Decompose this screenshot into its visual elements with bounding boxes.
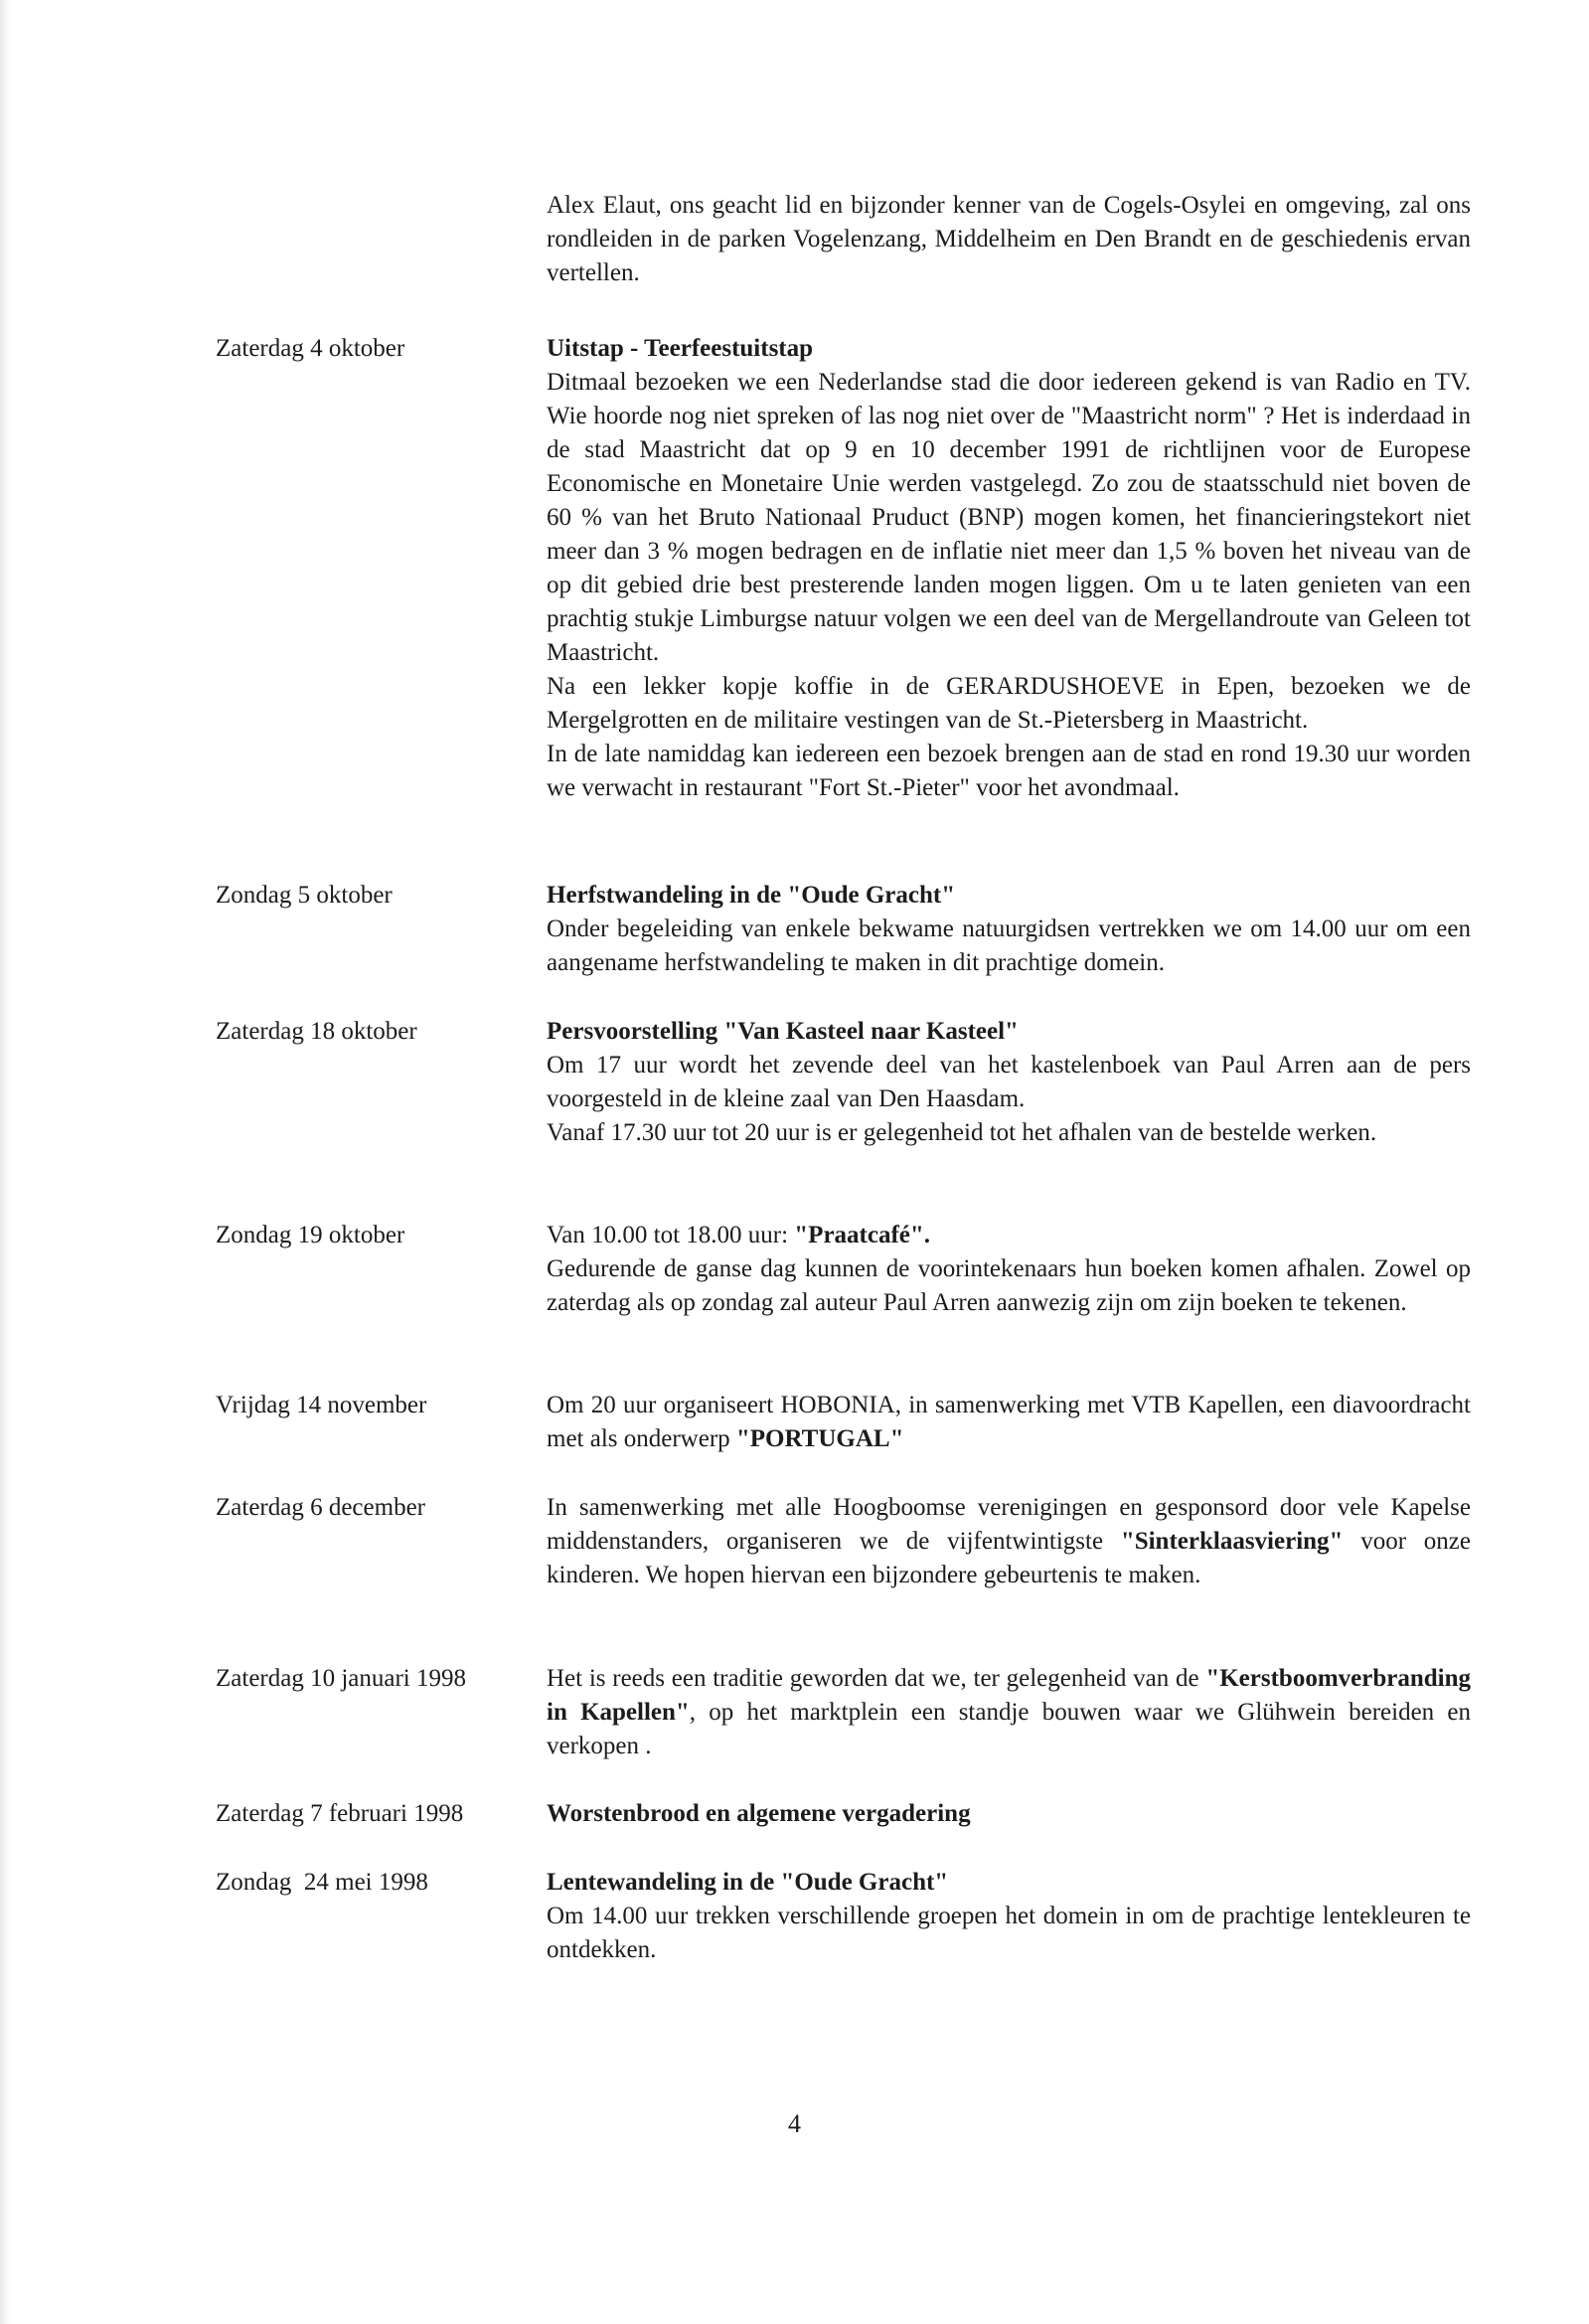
event-lentewandeling (216, 1866, 1471, 1967)
event-diavoordracht (216, 1389, 1471, 1456)
event-title: Herfstwandeling in de "Oude Gracht" (547, 882, 956, 909)
event-content (547, 1491, 1471, 1592)
event-kerstboomverbranding (216, 1662, 1471, 1763)
event-text: Om 20 uur organiseert HOBONIA, in samenwerking met VTB Kapellen, een diavoordracht met als onderwerp "PORTUGAL" (547, 1392, 1471, 1452)
event-date: Zondag 19 oktober (216, 1222, 405, 1248)
event-text: Onder begeleiding van enkele bekwame natuurgidsen vertrekken we om 14.00 uur om een aangename herfstwandeling te maken in dit prachtige domein. (547, 915, 1471, 976)
event-persvoorstelling (216, 1015, 1471, 1150)
event-highlight: "PORTUGAL" (735, 1425, 904, 1452)
event-content (547, 879, 1471, 980)
event-date: Zondag 5 oktober (216, 882, 393, 909)
event-title: Worstenbrood en algemene vergadering (547, 1800, 971, 1827)
event-text: Vanaf 17.30 uur tot 20 uur is er gelegenheid tot het afhalen van de bestelde werken. (547, 1119, 1377, 1146)
event-content (547, 1866, 1471, 1967)
event-content (547, 1015, 1471, 1150)
event-date: Zaterdag 10 januari 1998 (216, 1665, 466, 1692)
event-date: Zaterdag 6 december (216, 1494, 425, 1521)
event-teerfeestuitstap (216, 332, 1471, 805)
event-text: In de late namiddag kan iedereen een bezoek brengen aan de stad en rond 19.30 uur worden we verwacht in restaurant "Fort St.-Pieter" voor het avondmaal. (547, 741, 1471, 801)
page-number: 4 (788, 2109, 801, 2138)
event-date: Zaterdag 7 februari 1998 (216, 1800, 464, 1827)
event-title: Lentewandeling in de "Oude Gracht" (547, 1869, 949, 1896)
event-content (547, 1389, 1471, 1456)
event-text: Na een lekker kopje koffie in de GERARDUSHOEVE in Epen, bezoeken we de Mergelgrotten en de militaire vestingen van de St.-Pietersberg in Maastricht. (547, 673, 1471, 734)
event-sinterklaasviering (216, 1491, 1471, 1592)
event-lead: Van 10.00 tot 18.00 uur: (547, 1222, 795, 1248)
event-praatcafe (216, 1219, 1471, 1320)
event-text: In samenwerking met alle Hoogboomse verenigingen en gesponsord door vele Kapelse middenstanders, organiseren we de vijfentwintigste "Sinterklaasviering" voor onze kinderen. We hopen hiervan een bijzondere gebeurtenis te maken. (547, 1494, 1471, 1588)
event-text: Het is reeds een traditie geworden dat we, ter gelegenheid van de "Kerstboomverbranding in Kapellen", op het marktplein een standje bouwen waar we Glühwein bereiden en verkopen . (547, 1665, 1471, 1759)
event-content (547, 1797, 1471, 1831)
event-text: Om 14.00 uur trekken verschillende groepen het domein in om de prachtige lentekleuren te ontdekken. (547, 1903, 1471, 1963)
event-content (547, 1219, 1471, 1320)
event-highlight: "Sinterklaasviering" (1120, 1528, 1344, 1555)
event-text: Ditmaal bezoeken we een Nederlandse stad die door iedereen gekend is van Radio en TV. Wie hoorde nog niet spreken of las nog niet over de "Maastricht norm" ? Het is inderdaad in de stad Maastricht dat op 9 en 10 december 1991 de richtlijnen voor de Europese Economische en Monetaire Unie werden vastgelegd. Zo zou de staatsschuld niet boven de 60 % van het Bruto Nationaal Pruduct (BNP) mogen komen, het financieringstekort niet meer dan 3 % mogen bedragen en de inflatie niet meer dan 1,5 % boven het niveau van de op dit gebied drie best presterende landen mogen liggen. Om u te laten genieten van een prachtig stukje Limburgse natuur volgen we een deel van de Mergellandroute van Geleen tot Maastricht. (547, 369, 1471, 666)
event-content (547, 332, 1471, 805)
event-content (547, 1662, 1471, 1763)
event-title: Persvoorstelling "Van Kasteel naar Kasteel" (547, 1018, 1019, 1045)
event-title: Uitstap - Teerfeestuitstap (547, 335, 814, 362)
event-date: Vrijdag 14 november (216, 1392, 427, 1418)
event-algemene-vergadering (216, 1797, 1471, 1831)
event-highlight: "Kerstboomverbranding in Kapellen" (547, 1665, 1471, 1726)
event-lead-bold: "Praatcafé". (794, 1222, 931, 1248)
intro-paragraph: Alex Elaut, ons geacht lid en bijzonder kenner van de Cogels-Osylei en omgeving, zal ons rondleiden in de parken Vogelenzang, Middelheim en Den Brandt en de geschiedenis ervan vertellen. (547, 192, 1471, 286)
event-herfstwandeling (216, 879, 1471, 980)
event-text: Om 17 uur wordt het zevende deel van het kastelenboek van Paul Arren aan de pers voorgesteld in de kleine zaal van Den Haasdam. (547, 1052, 1471, 1112)
event-text: Gedurende de ganse dag kunnen de voorintekenaars hun boeken komen afhalen. Zowel op zaterdag als op zondag zal auteur Paul Arren aanwezig zijn om zijn boeken te tekenen. (547, 1255, 1471, 1316)
event-date: Zaterdag 18 oktober (216, 1018, 417, 1045)
event-date: Zaterdag 4 oktober (216, 335, 405, 362)
event-lead-line (547, 1219, 1471, 1252)
event-date: Zondag 24 mei 1998 (216, 1869, 428, 1896)
scan-edge-shadow (0, 0, 10, 2324)
